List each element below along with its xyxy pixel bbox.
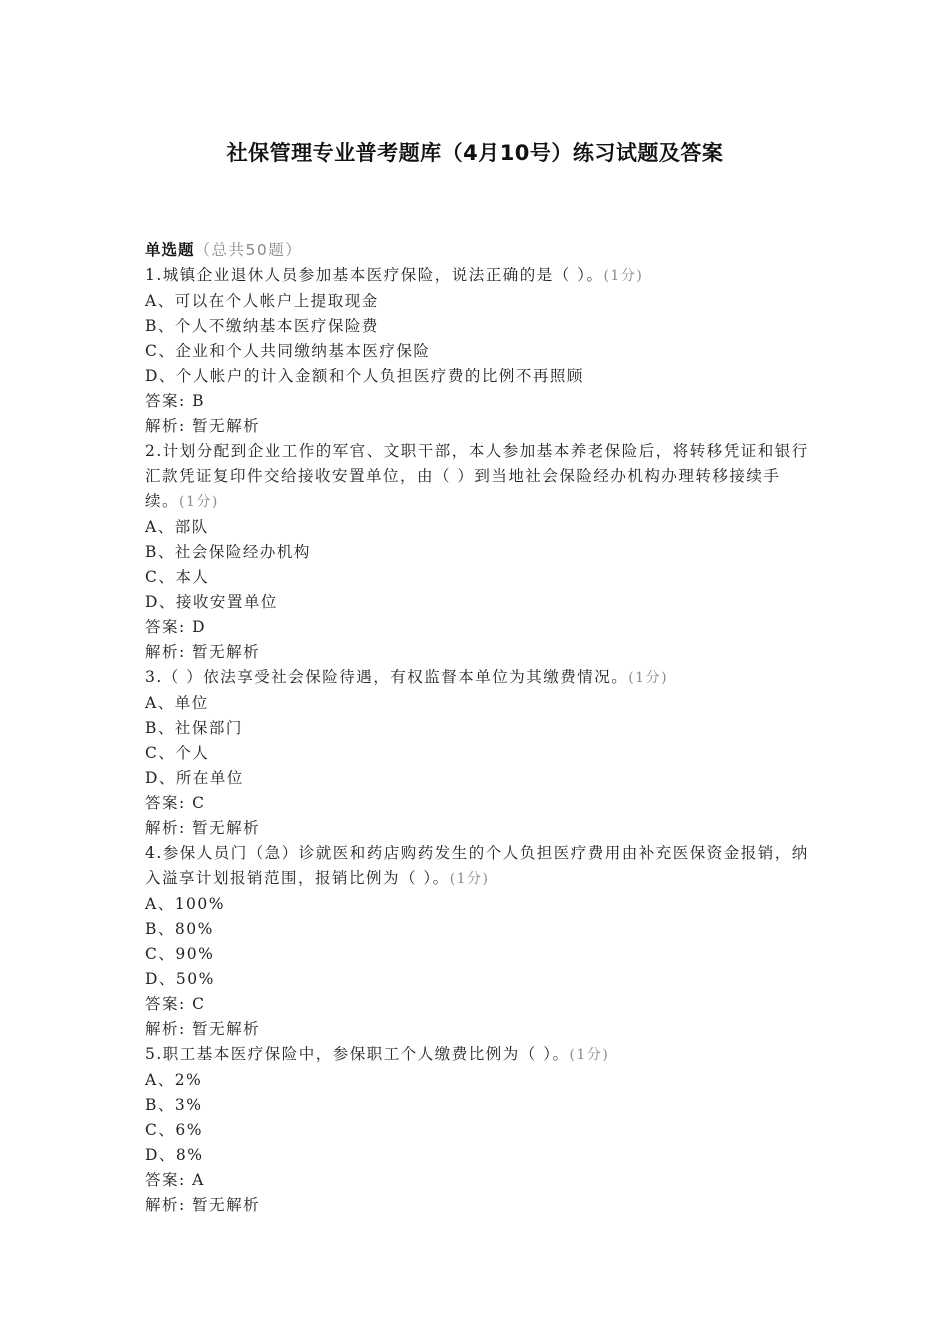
answer-line <box>145 992 810 1017</box>
answer-value: B <box>192 392 206 410</box>
analysis-value: 暂无解析 <box>192 1020 261 1038</box>
answer-line <box>145 791 810 816</box>
section-header <box>145 238 810 263</box>
question-score: (1分) <box>179 494 219 510</box>
question-list <box>145 238 810 1218</box>
analysis-line <box>145 1193 810 1218</box>
answer-label: 答案: <box>145 618 193 636</box>
option-b: B、社保部门 <box>145 719 243 737</box>
option-a: A、可以在个人帐户上提取现金 <box>145 292 379 310</box>
analysis-line <box>145 640 810 665</box>
option-a: A、部队 <box>145 518 209 536</box>
analysis-label: 解析: <box>145 417 193 435</box>
question-block <box>145 841 810 1042</box>
question-stem <box>145 439 810 515</box>
question-text: 5.职工基本医疗保险中，参保职工个人缴费比例为（ ）。 <box>145 1045 570 1063</box>
analysis-line <box>145 1017 810 1042</box>
analysis-value: 暂无解析 <box>192 417 261 435</box>
option-b: B、个人不缴纳基本医疗保险费 <box>145 317 379 335</box>
option-c: C、90% <box>145 945 215 963</box>
answer-label: 答案: <box>145 392 193 410</box>
option-b: B、社会保险经办机构 <box>145 543 311 561</box>
question-text: 4.参保人员门（急）诊就医和药店购药发生的个人负担医疗费用由补充医保资金报销，纳入溢享计划报销范围，报销比例为（ ）。 <box>145 844 809 887</box>
answer-value: A <box>192 1171 205 1189</box>
answer-value: C <box>192 995 206 1013</box>
answer-label: 答案: <box>145 794 193 812</box>
question-score: (1分) <box>603 268 644 284</box>
option-a: A、100% <box>145 895 226 913</box>
answer-label: 答案: <box>145 995 193 1013</box>
option-d: D、个人帐户的计入金额和个人负担医疗费的比例不再照顾 <box>145 367 584 385</box>
answer-line <box>145 615 810 640</box>
answer-line <box>145 1168 810 1193</box>
option-b: B、3% <box>145 1096 203 1114</box>
question-score: (1分) <box>449 871 490 887</box>
analysis-label: 解析: <box>145 819 193 837</box>
answer-value: C <box>192 794 206 812</box>
question-score: (1分) <box>628 670 669 686</box>
question-text: 1.城镇企业退休人员参加基本医疗保险，说法正确的是（ ）。 <box>145 266 604 284</box>
analysis-value: 暂无解析 <box>192 643 261 661</box>
option-d: D、接收安置单位 <box>145 593 278 611</box>
option-a: A、单位 <box>145 694 209 712</box>
question-stem <box>145 263 810 289</box>
analysis-label: 解析: <box>145 1196 193 1214</box>
question-score: (1分) <box>569 1047 610 1063</box>
analysis-value: 暂无解析 <box>192 1196 261 1214</box>
answer-value: D <box>192 618 207 636</box>
option-d: D、50% <box>145 970 215 988</box>
question-text: 2.计划分配到企业工作的军官、文职干部，本人参加基本养老保险后，将转移凭证和银行汇款凭证复印件交给接收安置单位，由（ ）到当地社会保险经办机构办理转移接续手续。 <box>145 442 809 510</box>
answer-line <box>145 389 810 414</box>
option-d: D、所在单位 <box>145 769 244 787</box>
question-block <box>145 439 810 665</box>
option-c: C、个人 <box>145 744 210 762</box>
analysis-label: 解析: <box>145 1020 193 1038</box>
question-block <box>145 263 810 439</box>
option-c: C、6% <box>145 1121 203 1139</box>
page-title: 社保管理专业普考题库（4月10号）练习试题及答案 <box>226 141 724 165</box>
option-c: C、企业和个人共同缴纳基本医疗保险 <box>145 342 431 360</box>
analysis-line <box>145 816 810 841</box>
answer-label: 答案: <box>145 1171 193 1189</box>
question-stem <box>145 841 810 892</box>
option-b: B、80% <box>145 920 214 938</box>
analysis-value: 暂无解析 <box>192 819 261 837</box>
section-name: 单选题 <box>145 241 195 259</box>
question-block <box>145 1042 810 1218</box>
question-block <box>145 665 810 841</box>
analysis-line <box>145 414 810 439</box>
question-stem <box>145 665 810 691</box>
question-stem <box>145 1042 810 1068</box>
section-count: （总共50题） <box>194 241 303 259</box>
option-d: D、8% <box>145 1146 204 1164</box>
analysis-label: 解析: <box>145 643 193 661</box>
question-text: 3.（ ）依法享受社会保险待遇，有权监督本单位为其缴费情况。 <box>145 668 629 686</box>
option-c: C、本人 <box>145 568 210 586</box>
option-a: A、2% <box>145 1071 203 1089</box>
